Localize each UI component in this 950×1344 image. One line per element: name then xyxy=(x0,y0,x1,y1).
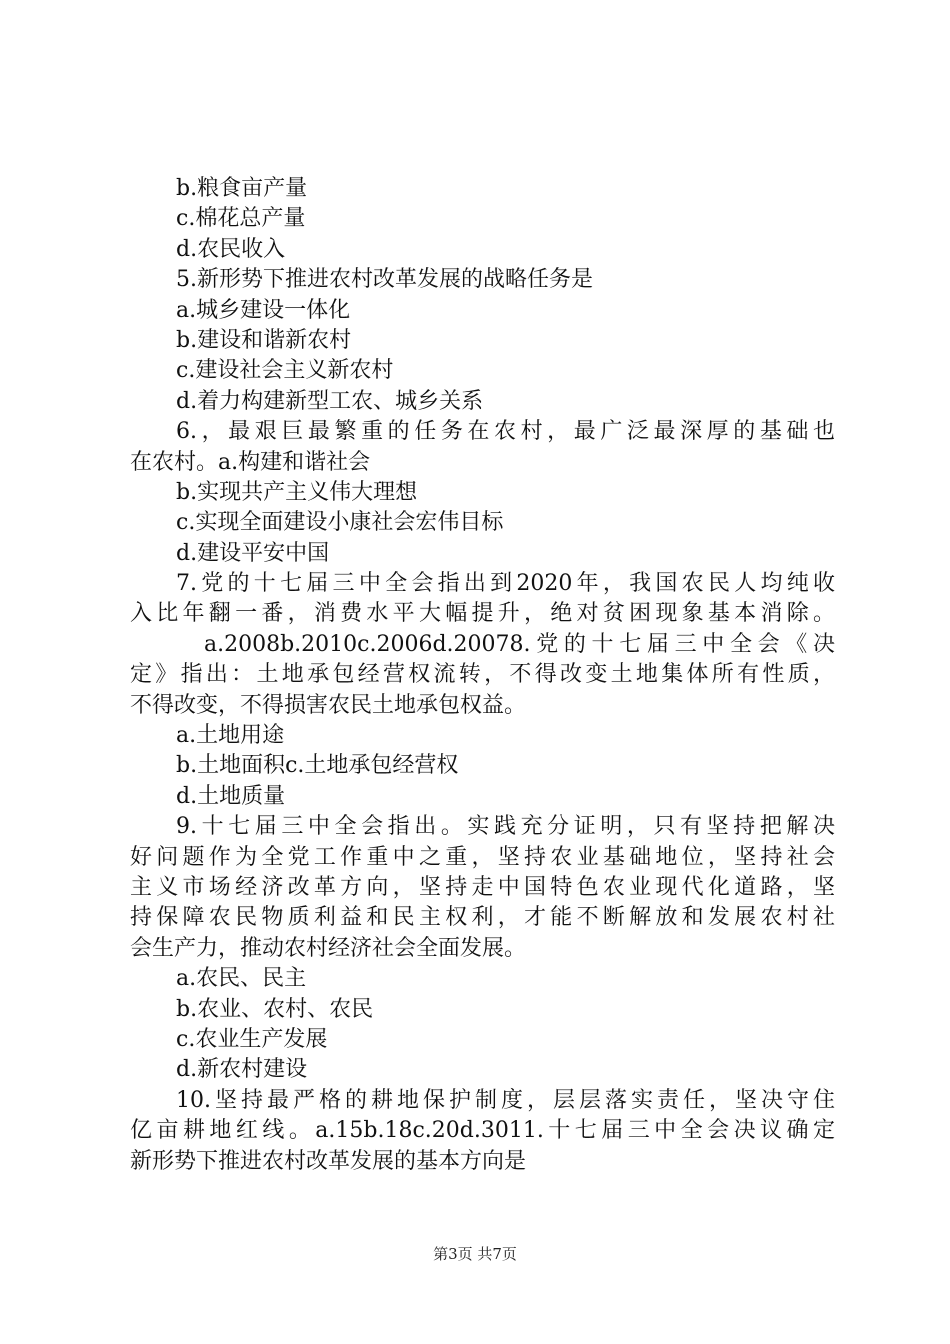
text-line: 不得改变，不得损害农民土地承包权益。 xyxy=(130,692,527,718)
page-number: 第3页 共7页 xyxy=(433,1245,517,1263)
text-line: 定》指出：土地承包经营权流转，不得改变土地集体所有性质， xyxy=(130,662,835,688)
text-line: c.棉花总产量 xyxy=(176,206,306,232)
text-line: a.土地用途 xyxy=(176,723,285,749)
text-line: c.建设社会主义新农村 xyxy=(176,358,394,384)
text-line: b.粮食亩产量 xyxy=(176,176,308,201)
text-line: 主义市场经济改革方向，坚持走中国特色农业现代化道路，坚 xyxy=(130,874,835,900)
document-body xyxy=(130,174,835,1177)
text-line: 会生产力，推动农村经济社会全面发展。 xyxy=(130,935,527,961)
text-line: 持保障农民物质利益和民主权利，才能不断解放和发展农村社 xyxy=(130,905,835,931)
text-line: 新形势下推进农村改革发展的基本方向是 xyxy=(130,1148,527,1174)
question-6: 6.，最艰巨最繁重的任务在农村，最广泛最深厚的基础也 xyxy=(176,419,835,445)
text-line: a.农民、民主 xyxy=(176,966,307,992)
question-5: 5.新形势下推进农村改革发展的战略任务是 xyxy=(176,267,593,293)
text-line: 在农村。a.构建和谐社会 xyxy=(130,449,371,475)
text-line: b.农业、农村、农民 xyxy=(176,996,374,1022)
text-line: c.农业生产发展 xyxy=(176,1026,328,1052)
text-line: d.新农村建设 xyxy=(176,1057,308,1083)
text-line: c.实现全面建设小康社会宏伟目标 xyxy=(176,510,504,536)
text-line: d.农民收入 xyxy=(176,236,286,262)
question-7: 7.党的十七届三中全会指出到2020年，我国农民人均纯收 xyxy=(176,571,835,597)
text-line: 入比年翻一番，消费水平大幅提升，绝对贫困现象基本消除。 xyxy=(130,601,835,627)
text-line: d.建设平安中国 xyxy=(176,540,330,566)
text-line: 亿亩耕地红线。a.15b.18c.20d.3011.十七届三中全会决议确定 xyxy=(130,1118,835,1144)
text-line: a.2008b.2010c.2006d.20078.党的十七届三中全会《决 xyxy=(204,631,835,657)
text-line: 好问题作为全党工作重中之重，坚持农业基础地位，坚持社会 xyxy=(130,844,835,870)
text-line: b.实现共产主义伟大理想 xyxy=(176,479,418,505)
text-line: d.土地质量 xyxy=(176,783,286,809)
question-10: 10.坚持最严格的耕地保护制度，层层落实责任，坚决守住 xyxy=(176,1087,835,1113)
question-9: 9.十七届三中全会指出。实践充分证明，只有坚持把解决 xyxy=(176,814,835,840)
text-line: b.土地面积c.土地承包经营权 xyxy=(176,753,459,779)
text-line: a.城乡建设一体化 xyxy=(176,297,351,323)
text-line: d.着力构建新型工农、城乡关系 xyxy=(176,388,484,414)
text-line: b.建设和谐新农村 xyxy=(176,327,352,353)
